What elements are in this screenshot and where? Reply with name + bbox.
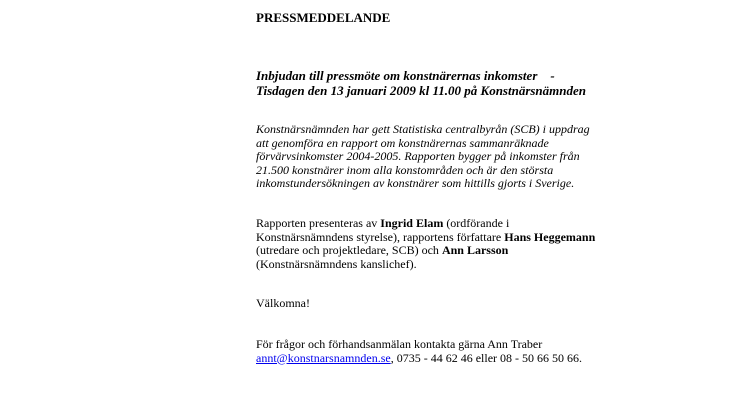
contact-line-1: För frågor och förhandsanmälan kontakta gärna Ann Traber [256, 337, 543, 351]
contact-paragraph [256, 338, 582, 365]
presenter-name-ingrid-elam: Ingrid Elam [380, 216, 444, 230]
intro-line: att genomföra en rapport om konstnärernas sammanräknade [256, 135, 549, 150]
presenters-line-2 [256, 231, 595, 245]
document-heading: PRESSMEDDELANDE [256, 10, 391, 25]
contact-phones: , 0735 - 44 62 46 eller 08 - 50 66 50 66. [390, 350, 583, 365]
presenters-text: Rapporten presenteras av [256, 216, 381, 230]
intro-line: Konstnärsnämnden har gett Statistiska centralbyrån (SCB) i uppdrag [256, 122, 590, 136]
welcome-text: Välkomna! [256, 296, 310, 310]
presenter-name-ann-larsson: Ann Larsson [441, 243, 509, 258]
title-line-1: Inbjudan till pressmöte om konstnärernas inkomster - [256, 68, 555, 83]
presenters-text: (utredare och projektledare, SCB) och [256, 243, 442, 258]
intro-line: inkomstundersökningen av konstnärer som hittills gjorts i Sverige. [256, 176, 575, 191]
presenters-line-1 [256, 217, 595, 231]
presenters-line-3 [256, 244, 595, 258]
presenters-text: (ordförande i [443, 216, 510, 230]
presenters-line-4: (Konstnärsnämndens kanslichef). [256, 256, 417, 271]
intro-line: 21.500 konstnärer inom alla konstområden och är den största [256, 162, 554, 177]
presenter-name-hans-heggemann: Hans Heggemann [504, 229, 596, 244]
invitation-title [256, 68, 586, 98]
contact-line-2 [256, 352, 582, 366]
title-line-2: Tisdagen den 13 januari 2009 kl 11.00 på Konstnärsnämnden [256, 83, 587, 98]
presenters-paragraph [256, 217, 595, 271]
intro-paragraph [256, 123, 590, 191]
contact-email-link[interactable]: annt@konstnarsnamnden.se [256, 350, 391, 365]
presenters-text: Konstnärsnämndens styrelse), rapportens författare [256, 229, 505, 244]
intro-line: förvärvsinkomster 2004-2005. Rapporten bygger på inkomster från [256, 149, 580, 164]
